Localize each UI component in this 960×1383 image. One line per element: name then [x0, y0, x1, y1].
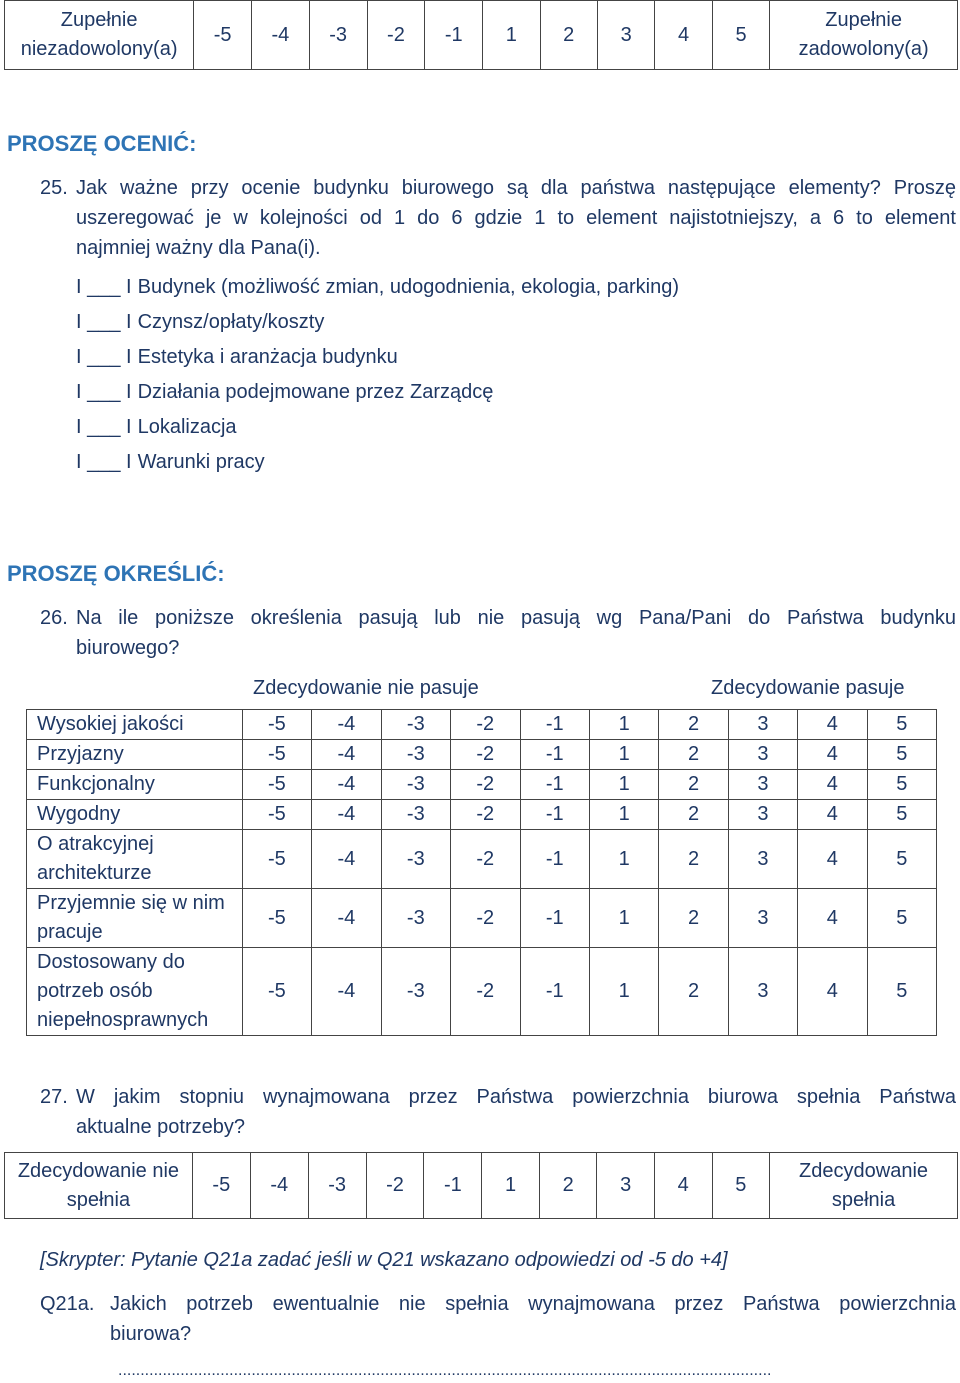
scale-value[interactable]: -1 [424, 1153, 482, 1219]
rating-option[interactable]: -3 [381, 830, 450, 889]
rank-item[interactable] [76, 272, 679, 302]
rating-option[interactable]: 3 [728, 710, 797, 740]
rating-option[interactable]: -3 [381, 889, 450, 948]
question-text-line1: Na ile poniższe określenia pasują lub nie pasują wg Pana/Pani do Państwa budynku [76, 607, 956, 629]
rank-blank[interactable]: I ___ I [76, 346, 132, 368]
table-row [27, 770, 937, 800]
rank-blank[interactable]: I ___ I [76, 416, 132, 438]
rating-option[interactable]: 2 [659, 770, 728, 800]
question-text-line2: biurowego? [76, 637, 180, 659]
scale-right-label: Zupełnie zadowolony(a) [770, 1, 958, 70]
rating-option[interactable]: 4 [798, 800, 867, 830]
rating-option[interactable]: 4 [798, 889, 867, 948]
rank-blank[interactable]: I ___ I [76, 311, 132, 333]
rating-option[interactable]: 1 [589, 889, 658, 948]
rank-blank[interactable]: I ___ I [76, 381, 132, 403]
question-text-line2: aktualne potrzeby? [76, 1116, 246, 1138]
rating-option[interactable]: -3 [381, 770, 450, 800]
rating-option[interactable]: 1 [589, 740, 658, 770]
rating-option[interactable]: 3 [728, 740, 797, 770]
question-number: 26. [40, 607, 68, 629]
section-heading-specify: PROSZĘ OKREŚLIĆ: [7, 561, 225, 586]
rating-option[interactable]: 2 [659, 710, 728, 740]
rating-option[interactable]: -3 [381, 948, 450, 1036]
rating-option[interactable]: -5 [242, 710, 311, 740]
rating-option[interactable]: 3 [728, 770, 797, 800]
rating-option[interactable]: -5 [242, 830, 311, 889]
rating-option[interactable]: -2 [451, 800, 520, 830]
section-heading-rate: PROSZĘ OCENIĆ: [7, 131, 197, 156]
rating-option[interactable]: -2 [451, 770, 520, 800]
row-label: Funkcjonalny [27, 770, 243, 800]
rating-option[interactable]: 4 [798, 770, 867, 800]
rating-option[interactable]: 1 [589, 770, 658, 800]
rating-option[interactable]: 2 [659, 800, 728, 830]
question-text-line1: W jakim stopniu wynajmowana przez Państwa powierzchnia biurowa spełnia Państwa [76, 1086, 956, 1108]
rating-option[interactable]: 2 [659, 948, 728, 1036]
rating-option[interactable]: -1 [520, 830, 589, 889]
rating-option[interactable]: 5 [867, 948, 936, 1036]
question-text-line2: uszeregować je w kolejności od 1 do 6 gdzie 1 to element najistotniejszy, a 6 to element [76, 207, 956, 229]
question-q21a [40, 1289, 956, 1349]
scale-value[interactable]: -5 [194, 1, 252, 70]
rank-item[interactable] [76, 412, 237, 442]
scale-value[interactable]: 5 [712, 1, 769, 70]
rating-option[interactable]: -4 [312, 889, 381, 948]
rank-item-label: Budynek (możliwość zmian, udogodnienia, ekologia, parking) [137, 276, 680, 298]
question-text-line2: biurowa? [110, 1323, 192, 1345]
rank-item-label: Estetyka i aranżacja budynku [137, 346, 398, 368]
rating-option[interactable]: -3 [381, 740, 450, 770]
rating-option[interactable]: 3 [728, 889, 797, 948]
rating-option[interactable]: -3 [381, 710, 450, 740]
scale-value[interactable]: 1 [482, 1153, 540, 1219]
scale-value[interactable]: -4 [250, 1153, 308, 1219]
rating-option[interactable]: 2 [659, 740, 728, 770]
scale-value[interactable]: 4 [654, 1153, 712, 1219]
row-label: Przyjazny [27, 740, 243, 770]
question-number: 27. [40, 1086, 68, 1108]
question-text-line1: Jakich potrzeb ewentualnie nie spełnia wynajmowana przez Państwa powierzchnia [110, 1293, 956, 1315]
rating-option[interactable]: -5 [242, 800, 311, 830]
rating-grid [26, 709, 937, 1036]
scale-value[interactable]: 3 [597, 1, 654, 70]
rating-option[interactable]: -1 [520, 948, 589, 1036]
rank-item[interactable] [76, 342, 398, 372]
scale-left-label: Zupełnie niezadowolony(a) [5, 1, 194, 70]
question-27 [40, 1082, 956, 1142]
rating-option[interactable]: -4 [312, 800, 381, 830]
scale-value[interactable]: -1 [425, 1, 483, 70]
rating-option[interactable]: 4 [798, 830, 867, 889]
rating-option[interactable]: -1 [520, 740, 589, 770]
scale-value[interactable]: 2 [539, 1153, 597, 1219]
rating-option[interactable]: -4 [312, 710, 381, 740]
row-label: Wygodny [27, 800, 243, 830]
rating-option[interactable]: -1 [520, 889, 589, 948]
rating-option[interactable]: 1 [589, 830, 658, 889]
question-26 [40, 603, 956, 663]
table-row [27, 710, 937, 740]
row-label: Dostosowany do potrzeb osób niepełnosprawnych [27, 948, 243, 1036]
rating-option[interactable]: -5 [242, 948, 311, 1036]
question-number: 25. [40, 177, 68, 199]
table-row [27, 740, 937, 770]
table-row [27, 889, 937, 948]
scale-value[interactable]: 3 [597, 1153, 655, 1219]
scale-value[interactable]: 1 [483, 1, 540, 70]
rating-option[interactable]: -2 [451, 948, 520, 1036]
scale-value[interactable]: -4 [251, 1, 309, 70]
fulfillment-scale [4, 1152, 958, 1219]
scale-value[interactable]: -3 [308, 1153, 366, 1219]
rating-option[interactable]: 5 [867, 740, 936, 770]
rating-option[interactable]: 1 [589, 800, 658, 830]
rank-item-label: Czynsz/opłaty/koszty [137, 311, 325, 333]
scale-value[interactable]: 4 [655, 1, 712, 70]
question-25 [40, 173, 956, 263]
rating-option[interactable]: 5 [867, 710, 936, 740]
rating-option[interactable]: -4 [312, 770, 381, 800]
scale-value[interactable]: -5 [192, 1153, 250, 1219]
rating-option[interactable]: 5 [867, 800, 936, 830]
rating-option[interactable]: 4 [798, 740, 867, 770]
rating-option[interactable]: -5 [242, 889, 311, 948]
rating-option[interactable]: -4 [312, 948, 381, 1036]
scale-right-label: Zdecydowanie spełnia [770, 1153, 958, 1219]
rating-option[interactable]: 1 [589, 710, 658, 740]
rating-option[interactable]: 3 [728, 800, 797, 830]
answer-line[interactable]: ................................................................................................................................................... [118, 1362, 772, 1379]
scale-end-left: Zdecydowanie nie pasuje [253, 677, 479, 699]
satisfaction-scale-top [4, 0, 958, 70]
rating-option[interactable]: -2 [451, 830, 520, 889]
rating-option[interactable]: 2 [659, 889, 728, 948]
scale-left-label: Zdecydowanie nie spełnia [5, 1153, 193, 1219]
rating-option[interactable]: 2 [659, 830, 728, 889]
rank-item[interactable] [76, 447, 265, 477]
rating-option[interactable]: -5 [242, 740, 311, 770]
rating-option[interactable]: -2 [451, 740, 520, 770]
table-row [27, 830, 937, 889]
row-label: Wysokiej jakości [27, 710, 243, 740]
rating-option[interactable]: 1 [589, 948, 658, 1036]
rank-item-label: Działania podejmowane przez Zarządcę [137, 381, 494, 403]
scale-value[interactable]: -2 [367, 1, 425, 70]
rating-option[interactable]: -4 [312, 830, 381, 889]
question-text-line3: najmniej ważny dla Pana(i). [76, 237, 321, 259]
table-row [27, 948, 937, 1036]
scale-end-right: Zdecydowanie pasuje [711, 677, 905, 699]
rating-option[interactable]: -1 [520, 800, 589, 830]
row-label: Przyjemnie się w nim pracuje [27, 889, 243, 948]
rank-item[interactable] [76, 377, 493, 407]
question-text-line1: Jak ważne przy ocenie budynku biurowego są dla państwa następujące elementy? Proszę [76, 177, 956, 199]
question-number: Q21a. [40, 1293, 95, 1315]
rank-item-label: Warunki pracy [137, 451, 265, 473]
rating-option[interactable]: -1 [520, 710, 589, 740]
rating-option[interactable]: -2 [451, 710, 520, 740]
rating-option[interactable]: 3 [728, 830, 797, 889]
rating-option[interactable]: 3 [728, 948, 797, 1036]
rank-item[interactable] [76, 307, 324, 337]
rank-item-label: Lokalizacja [137, 416, 237, 438]
rating-option[interactable]: -3 [381, 800, 450, 830]
scale-value[interactable]: 2 [540, 1, 597, 70]
rating-option[interactable]: 4 [798, 710, 867, 740]
scale-value[interactable]: -3 [309, 1, 367, 70]
table-row [27, 800, 937, 830]
scripter-note: [Skrypter: Pytanie Q21a zadać jeśli w Q21 wskazano odpowiedzi od -5 do +4] [40, 1249, 728, 1271]
rating-option[interactable]: 5 [867, 770, 936, 800]
rating-option[interactable]: 4 [798, 948, 867, 1036]
rank-blank[interactable]: I ___ I [76, 451, 132, 473]
rating-option[interactable]: -5 [242, 770, 311, 800]
rating-option[interactable]: 5 [867, 830, 936, 889]
scale-value[interactable]: 5 [712, 1153, 770, 1219]
row-label: O atrakcyjnej architekturze [27, 830, 243, 889]
rating-option[interactable]: 5 [867, 889, 936, 948]
rank-blank[interactable]: I ___ I [76, 276, 132, 298]
rating-option[interactable]: -4 [312, 740, 381, 770]
scale-value[interactable]: -2 [366, 1153, 424, 1219]
rating-option[interactable]: -1 [520, 770, 589, 800]
rating-option[interactable]: -2 [451, 889, 520, 948]
